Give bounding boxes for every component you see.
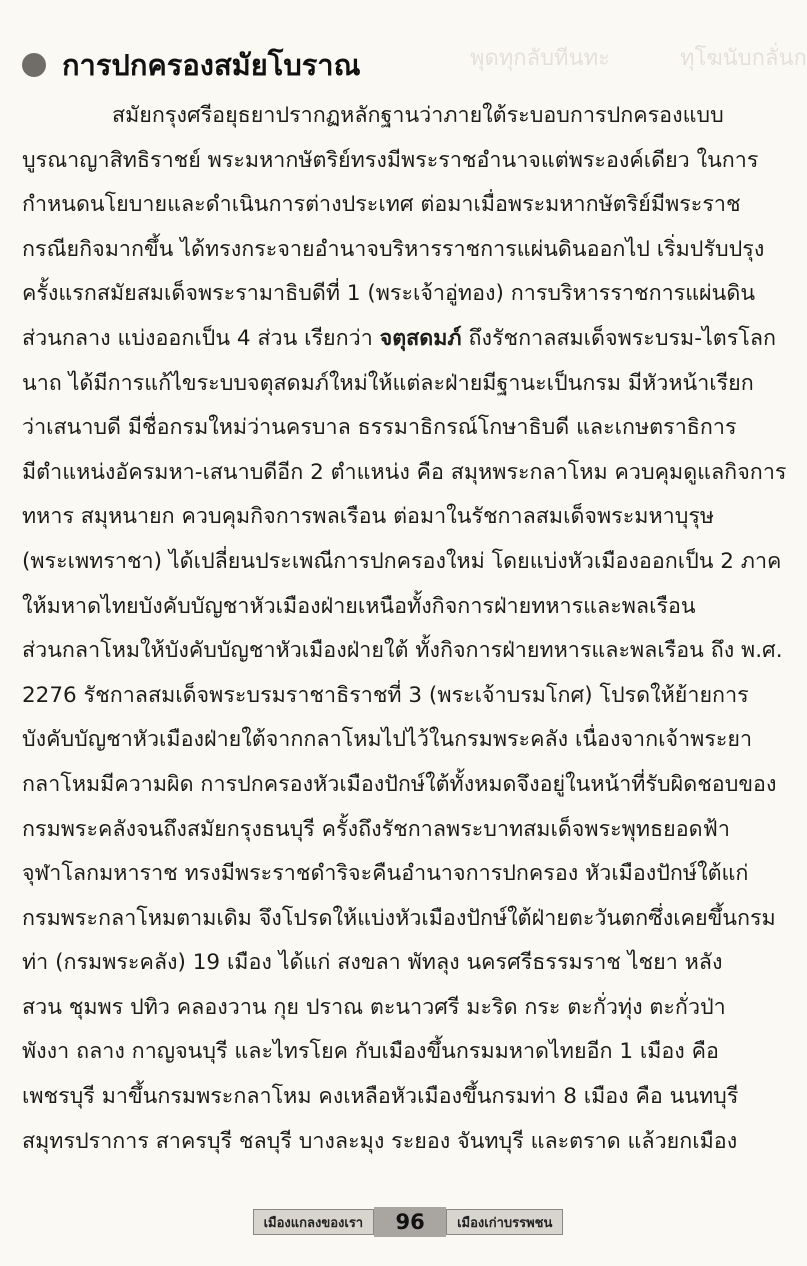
text-line-13: ส่วนกลาโหมให้บังคับบัญชาหัวเมืองฝ่ายใต้ ทั้งกิจการฝ่ายทหารและพลเรือน ถึง พ.ศ. xyxy=(22,638,783,664)
text-line-14: 2276 รัชกาลสมเด็จพระบรมราชาธิราชที่ 3 (พระเจ้าบรมโกศ) โปรดให้ย้ายการ xyxy=(22,682,749,708)
section-title: การปกครองสมัยโบราณ xyxy=(62,48,361,82)
body-paragraph xyxy=(22,94,790,1164)
bleed-through-text-right: ทุโฆนับกลั่นก xyxy=(680,46,807,71)
text-line-15: บังคับบัญชาหัวเมืองฝ่ายใต้จากกลาโหมไปไว้ในกรมพระคลัง เนื่องจากเจ้าพระยา xyxy=(22,727,753,753)
text-line-19: กรมพระกลาโหมตามเดิม จึงโปรดให้แบ่งหัวเมืองปักษ์ใต้ฝ่ายตะวันตกซึ่งเคยขึ้นกรม xyxy=(22,905,776,931)
footer-book-title: เมืองแกลงของเรา xyxy=(253,1209,375,1235)
text-line-18: จุฬาโลกมหาราช ทรงมีพระราชดำริจะคืนอำนาจการปกครอง หัวเมืองปักษ์ใต้แก่ xyxy=(22,861,749,887)
text-line-20: ท่า (กรมพระคลัง) 19 เมือง ได้แก่ สงขลา พัทลุง นครศรีธรรมราช ไชยา หลัง xyxy=(22,950,723,976)
text-line-5: ครั้งแรกสมัยสมเด็จพระรามาธิบดีที่ 1 (พระเจ้าอู่ทอง) การบริหารราชการแผ่นดิน xyxy=(22,281,756,307)
text-line-3: กำหนดนโยบายและดำเนินการต่างประเทศ ต่อมาเมื่อพระมหากษัตริย์มีพระราช xyxy=(22,192,741,218)
text-line-1: สมัยกรุงศรีอยุธยาปรากฏหลักฐานว่าภายใต้ระบอบการปกครองแบบ xyxy=(112,103,724,128)
text-line-9: มีตำแหน่งอัครมหา-เสนาบดีอีก 2 ตำแหน่ง คือ สมุหพระกลาโหม ควบคุมดูแลกิจการ xyxy=(22,459,787,485)
text-line-11: (พระเพทราชา) ได้เปลี่ยนประเพณีการปกครองใหม่ โดยแบ่งหัวเมืองออกเป็น 2 ภาค xyxy=(22,548,782,574)
footer-section-title: เมืองเก่าบรรพชน xyxy=(446,1209,563,1235)
text-line-6-before: ส่วนกลาง แบ่งออกเป็น 4 ส่วน เรียกว่า xyxy=(22,325,380,351)
text-line-10: ทหาร สมุหนายก ควบคุมกิจการพลเรือน ต่อมาในรัชกาลสมเด็จพระมหาบุรุษ xyxy=(22,504,715,530)
text-line-6 xyxy=(22,317,790,362)
text-line-4: กรณียกิจมากขึ้น ได้ทรงกระจายอำนาจบริหารราชการแผ่นดินออกไป เริ่มปรับปรุง xyxy=(22,236,765,262)
text-line-22: พังงา ถลาง กาญจนบุรี และไทรโยค กับเมืองขึ้นกรมมหาดไทยอีก 1 เมือง คือ xyxy=(22,1039,719,1065)
text-line-24: สมุทรปราการ สาครบุรี ชลบุรี บางละมุง ระยอง จันทบุรี และตราด แล้วยกเมือง xyxy=(22,1128,738,1154)
bleed-through-text-left: พุดทุกลับทีนทะ xyxy=(470,46,610,71)
text-line-7: นาถ ได้มีการแก้ไขระบบจตุสดมภ์ใหม่ให้แต่ละฝ่ายมีฐานะเป็นกรม มีหัวหน้าเรียก xyxy=(22,370,754,396)
text-line-8: ว่าเสนาบดี มีชื่อกรมใหม่ว่านครบาล ธรรมาธิกรณ์โกษาธิบดี และเกษตราธิการ xyxy=(22,415,737,441)
filled-circle-bullet-icon xyxy=(22,53,46,77)
text-line-2: บูรณาญาสิทธิราชย์ พระมหากษัตริย์ทรงมีพระราชอำนาจแต่พระองค์เดียว ในการ xyxy=(22,147,759,173)
page-footer xyxy=(232,1207,584,1237)
bold-term-chatusadom: จตุสดมภ์ xyxy=(379,325,462,351)
page-number: 96 xyxy=(374,1207,446,1237)
text-line-23: เพชรบุรี มาขึ้นกรมพระกลาโหม คงเหลือหัวเมืองขึ้นกรมท่า 8 เมือง คือ นนทบุรี xyxy=(22,1084,739,1110)
section-heading xyxy=(22,40,361,90)
text-line-21: สวน ชุมพร ปทิว คลองวาน กุย ปราณ ตะนาวศรี มะริด กระ ตะกั่วทุ่ง ตะกั่วป่า xyxy=(22,994,726,1020)
text-line-16: กลาโหมมีความผิด การปกครองหัวเมืองปักษ์ใต้ทั้งหมดจึงอยู่ในหน้าที่รับผิดชอบของ xyxy=(22,771,777,797)
text-line-17: กรมพระคลังจนถึงสมัยกรุงธนบุรี ครั้งถึงรัชกาลพระบาทสมเด็จพระพุทธยอดฟ้า xyxy=(22,816,730,842)
text-line-6-after: ถึงรัชกาลสมเด็จพระบรม-ไตรโลก xyxy=(461,325,777,351)
text-line-12: ให้มหาดไทยบังคับบัญชาหัวเมืองฝ่ายเหนือทั้งกิจการฝ่ายทหารและพลเรือน xyxy=(22,593,696,619)
